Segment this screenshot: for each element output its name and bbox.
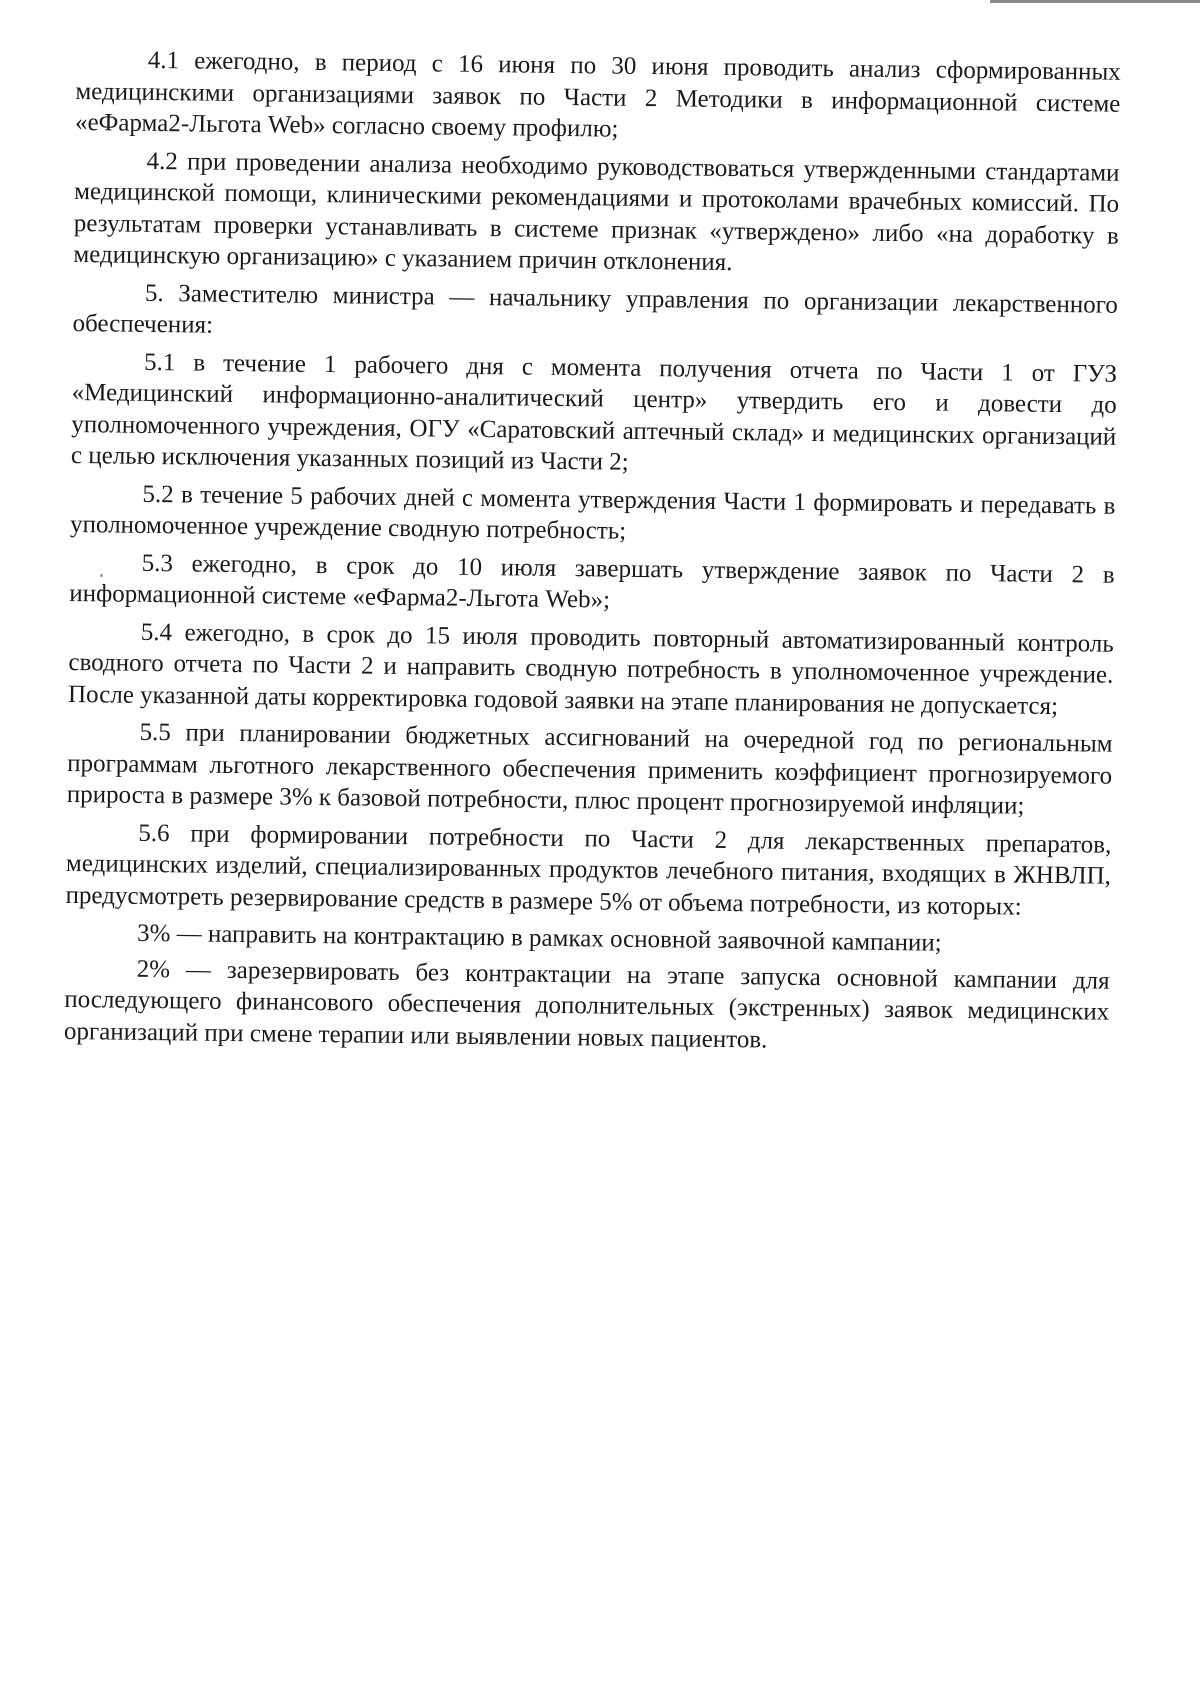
paragraph-5-1: 5.1 в течение 1 рабочего дня с момента получения отчета по Части 1 от ГУЗ «Медицинский информационно-аналитический центр» утвердить его и довести до уполномоченного учреждения, ОГУ «Саратовский аптечный склад» и медицинских организаций с целью исключения указанных позиций из Части 2;: [70, 348, 1118, 476]
paragraph-5-6: 5.6 при формировании потребности по Части 2 для лекарственных препаратов, медицинских изделий, специализированных продуктов лечебного питания, входящих в ЖНВЛП, предусмотреть резервирование средств в размере 5% от объема потребности, из которых:: [65, 819, 1112, 921]
paragraph-5-2: 5.2 в течение 5 рабочих дней с момента утверждения Части 1 формировать и передавать в уполномоченное учреждение сводную потребность;: [69, 480, 1116, 545]
scan-edge-line: [990, 0, 1200, 3]
paragraph-5-4: 5.4 ежегодно, в срок до 15 июля проводить повторный автоматизированный контроль сводного отчета по Части 2 и направить сводную потребность в уполномоченное учреждение. После указанной даты корректировка годовой заявки на этапе планирования не допускается;: [67, 618, 1114, 720]
paragraph-4-1: 4.1 ежегодно, в период с 16 июня по 30 июня проводить анализ сформированных медицинскими организациями заявок по Части 2 Методики в информационной системе «еФарма2-Льгота Web» согласно своему профилю;: [74, 46, 1121, 143]
paragraph-2-percent: 2% — зарезервировать без контрактации на этапе запуска основной кампании для последующего финансового обеспечения дополнительных (экстренных) заявок медицинских организаций при смене терапии или выявлении новых пациентов.: [63, 955, 1110, 1054]
document-body: [64, 44, 1121, 1064]
paragraph-5: 5. Заместителю министра — начальнику управления по организации лекарственного обеспечения:: [72, 279, 1119, 339]
paragraph-3-percent: 3% — направить на контрактацию в рамках основной заявочной кампании;: [136, 919, 942, 957]
paragraph-4-2: 4.2 при проведении анализа необходимо руководствоваться утвержденными стандартами медицинской помощи, клиническими рекомендациями и протоколами врачебных комиссий. По результатам проверки устанавливать в системе признак «утверждено» либо «на доработку в медицинскую организацию» с указанием причин отклонения.: [73, 147, 1120, 277]
paragraph-5-5: 5.5 при планировании бюджетных ассигнований на очередной год по региональным программам льготного лекарственного обеспечения применить коэффициент прогнозируемого прироста в размере 3% к базовой потребности, плюс процент прогнозируемой инфляции;: [66, 718, 1113, 820]
paragraph-5-3: 5.3 ежегодно, в срок до 10 июля завершать утверждение заявок по Части 2 в информационной системе «еФарма2-Льгота Web»;: [69, 549, 1115, 614]
